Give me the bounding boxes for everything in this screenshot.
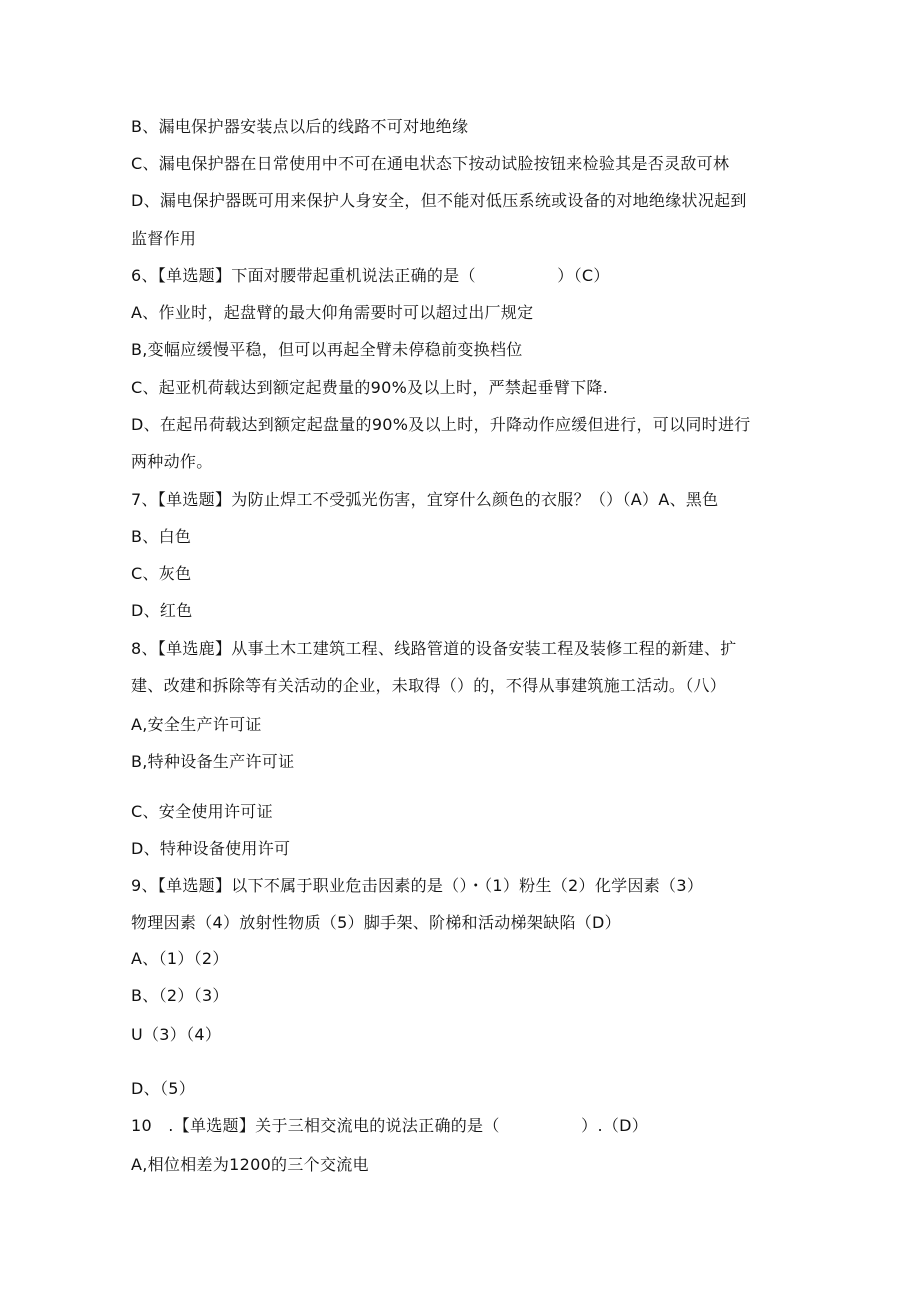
q8-option-c: C、安全使用许可证 xyxy=(131,802,273,821)
q10-option-a: A,相位相差为1200的三个交流电 xyxy=(131,1155,369,1174)
q9-option-d: D、（5） xyxy=(131,1079,196,1098)
q9-option-c: U（3）（4） xyxy=(131,1025,222,1044)
q6-option-a: A、作业时，起盘臂的最大仰角需要时可以超过出厂规定 xyxy=(131,303,534,322)
q9-option-b: B、（2）（3） xyxy=(131,986,229,1005)
q8-option-d: D、特种设备使用许可 xyxy=(131,839,291,858)
q6-option-c: C、起亚机荷载达到额定起费量的90%及以上时，严禁起垂臂下降. xyxy=(131,378,609,397)
option-b-line: B、漏电保护器安装点以后的线路不可对地绝缘 xyxy=(131,117,469,136)
question-7: 7、【单选题】为防止焊工不受弧光伤害，宜穿什么颜色的衣服？（）（A）A、黑色 xyxy=(131,490,719,509)
question-10: 10 .【单选题】关于三相交流电的说法正确的是（ ）.（D） xyxy=(131,1116,649,1135)
q9-option-a: A、（1）（2） xyxy=(131,949,229,968)
q7-option-b: B、白色 xyxy=(131,527,192,546)
question-8-continuation: 建、改建和拆除等有关活动的企业，未取得（）的，不得从事建筑施工活动。（八） xyxy=(131,676,727,695)
option-d-continuation: 监督作用 xyxy=(131,229,197,248)
q8-option-a: A,安全生产许可证 xyxy=(131,715,262,734)
option-c-line: C、漏电保护器在日常使用中不可在通电状态下按动试脸按钮来检验其是否灵敌可林 xyxy=(131,154,730,173)
q6-option-d: D、在起吊荷载达到额定起盘量的90%及以上时，升降动作应缓但进行，可以同时进行 xyxy=(131,415,751,434)
q8-option-b: B,特种设备生产许可证 xyxy=(131,752,295,771)
option-d-line: D、漏电保护器既可用来保护人身安全，但不能对低压系统或设备的对地绝缘状况起到 xyxy=(131,191,747,210)
q7-option-d: D、红色 xyxy=(131,601,193,620)
q7-option-c: C、灰色 xyxy=(131,564,192,583)
question-8: 8、【单选鹿】从事土木工建筑工程、线路管道的设备安装工程及装修工程的新建、扩 xyxy=(131,639,737,658)
question-9-continuation: 物理因素（4）放射性物质（5）脚手架、阶梯和活动梯架缺陷（D） xyxy=(131,913,621,932)
question-9: 9、【单选题】以下不属于职业危击因素的是（）・（1）粉生（2）化学因素（3） xyxy=(131,876,704,895)
q6-option-d-continuation: 两种动作。 xyxy=(131,452,213,471)
q6-option-b: B,变幅应缓慢平稳，但可以再起全臂未停稳前变换档位 xyxy=(131,340,523,359)
question-6: 6、【单选题】下面对腰带起重机说法正确的是（ ）（C） xyxy=(131,266,610,285)
